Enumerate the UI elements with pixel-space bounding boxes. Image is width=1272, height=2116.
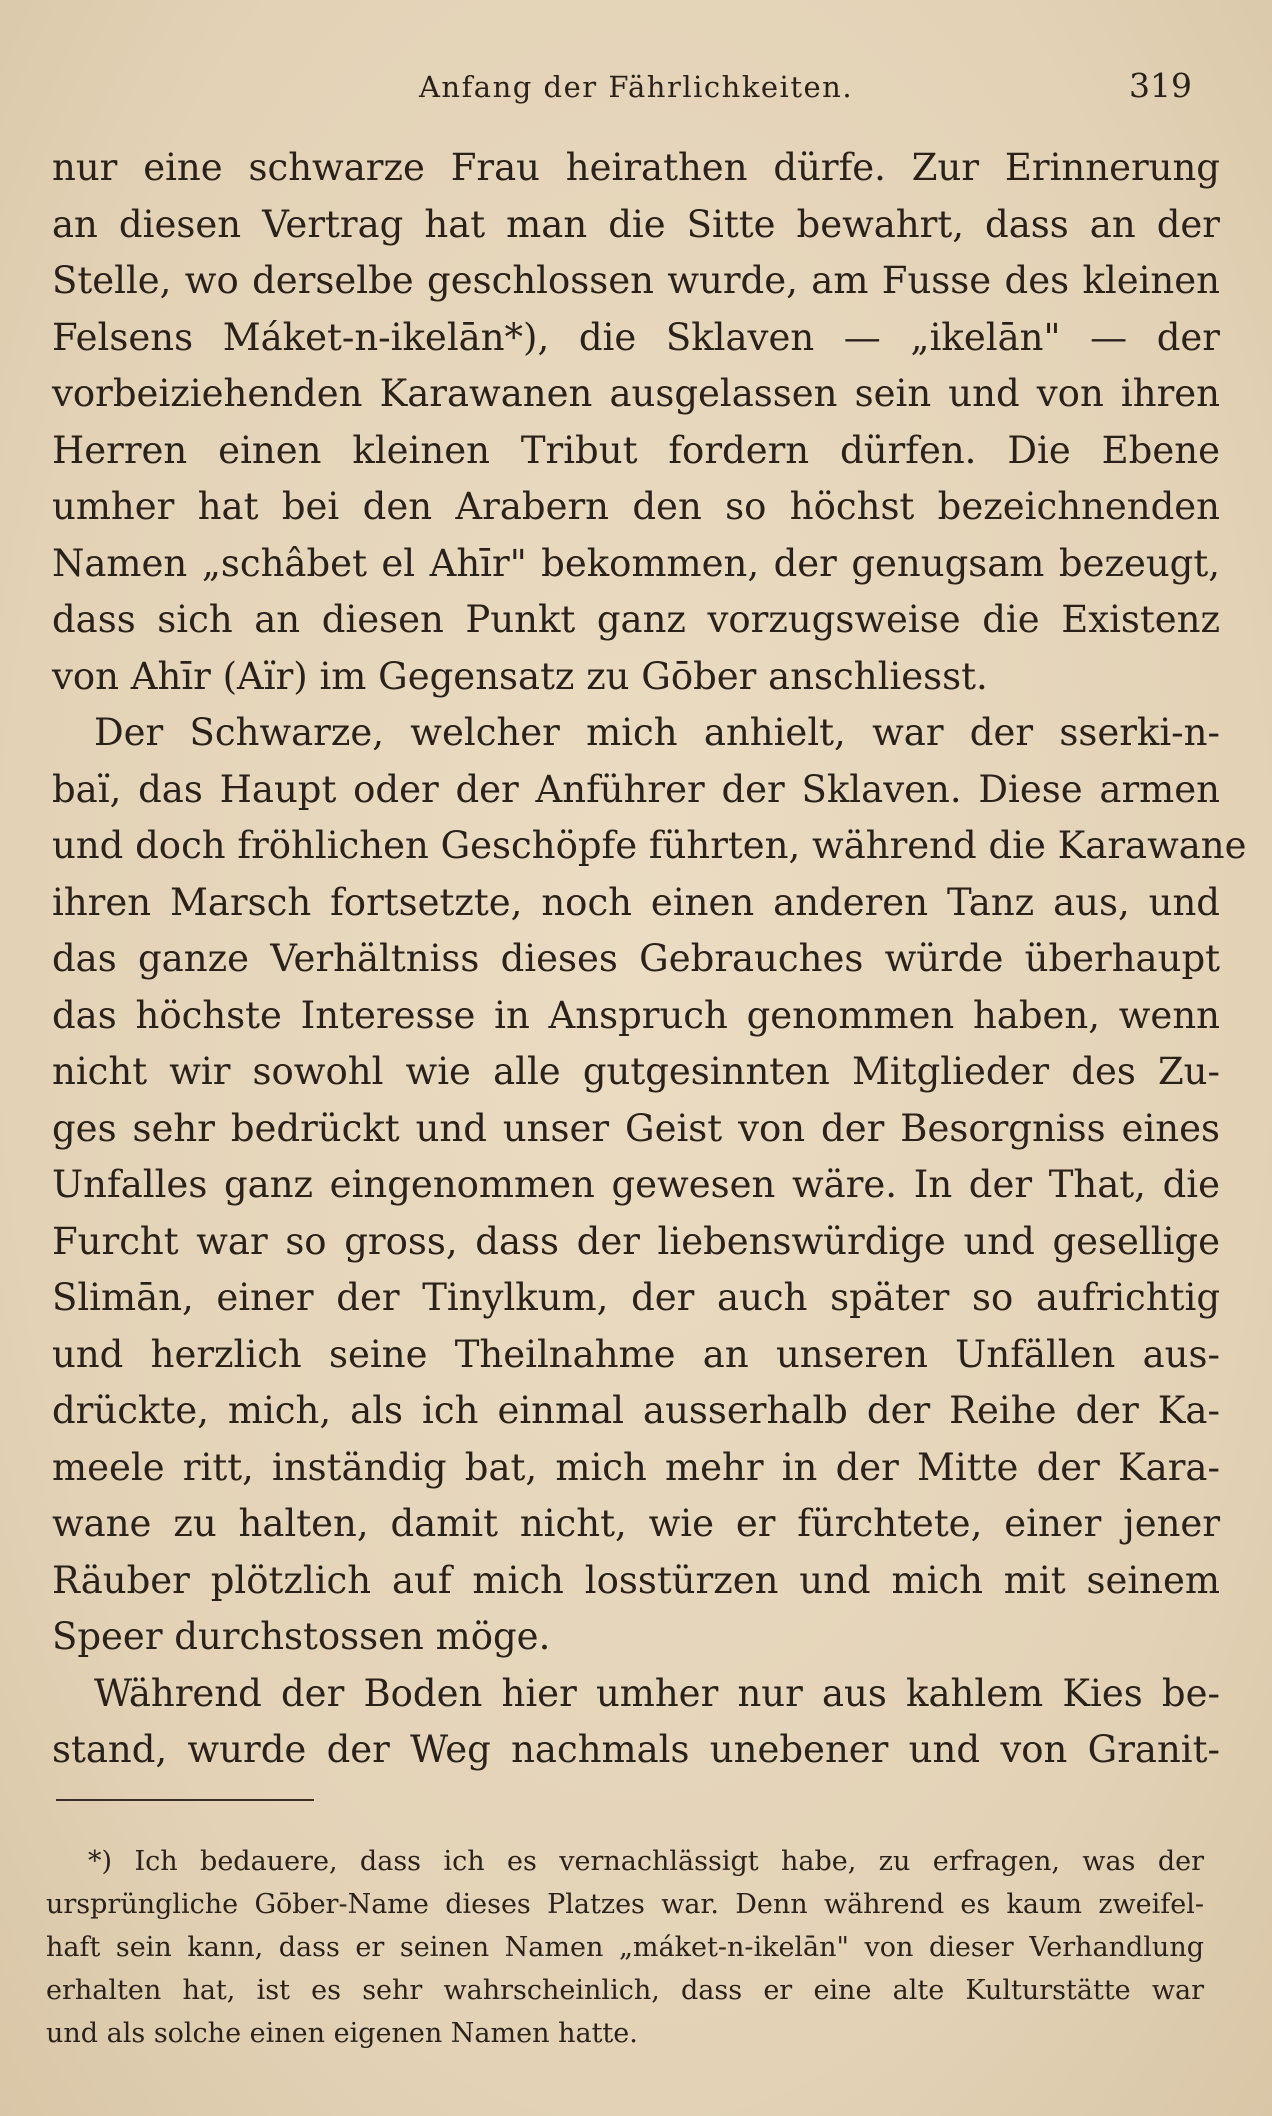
footnote-line: haft sein kann, dass er seinen Namen „máket-n-ikelān" von dieser Verhandlung <box>46 1932 1204 1963</box>
text-line: nur eine schwarze Frau heirathen dürfe. Zur Erinnerung <box>52 146 1220 189</box>
text-line: Herren einen kleinen Tribut fordern dürfen. Die Ebene <box>52 428 1220 472</box>
text-line: Felsens Máket-n-ikelān*), die Sklaven — „ikelān" — der <box>52 315 1220 359</box>
text-line: und herzlich seine Theilnahme an unseren Unfällen aus- <box>52 1332 1220 1376</box>
text-line: Furcht war so gross, dass der liebenswürdige und gesellige <box>52 1219 1220 1263</box>
footnote-line: *) Ich bedauere, dass ich es vernachlässigt habe, zu erfragen, was der <box>88 1846 1204 1877</box>
text-line: Slimān, einer der Tinylkum, der auch später so aufrichtig <box>52 1276 1220 1319</box>
text-line: Stelle, wo derselbe geschlossen wurde, am Fusse des kleinen <box>52 259 1220 302</box>
text-line: umher hat bei den Arabern den so höchst bezeichnenden <box>52 485 1220 528</box>
footnote-line: und als solche einen eigenen Namen hatte. <box>46 2018 638 2049</box>
text-line: von Ahīr (Aïr) im Gegensatz zu Gōber anschliesst. <box>52 654 988 698</box>
text-line: das höchste Interesse in Anspruch genommen haben, wenn <box>52 993 1220 1037</box>
text-line: Der Schwarze, welcher mich anhielt, war der sserki-n- <box>94 711 1220 754</box>
text-line: das ganze Verhältniss dieses Gebrauches würde überhaupt <box>52 937 1220 980</box>
page-header <box>52 66 1220 110</box>
body-text <box>52 140 1247 1779</box>
text-line: an diesen Vertrag hat man die Sitte bewahrt, dass an der <box>52 202 1220 246</box>
text-line: nicht wir sowohl wie alle gutgesinnten Mitglieder des Zu- <box>52 1050 1220 1093</box>
text-line: baï, das Haupt oder der Anführer der Sklaven. Diese armen <box>52 767 1220 811</box>
text-line: drückte, mich, als ich einmal ausserhalb der Reihe der Ka- <box>52 1389 1220 1432</box>
text-line: Unfalles ganz eingenommen gewesen wäre. In der That, die <box>52 1163 1220 1206</box>
footnote <box>46 1840 1204 2055</box>
text-line: wane zu halten, damit nicht, wie er fürchtete, einer jener <box>52 1502 1220 1545</box>
text-line: ihren Marsch fortsetzte, noch einen anderen Tanz aus, und <box>52 880 1220 924</box>
text-line: Während der Boden hier umher nur aus kahlem Kies be- <box>94 1671 1220 1715</box>
footnote-divider <box>56 1799 314 1801</box>
text-line: ges sehr bedrückt und unser Geist von der Besorgniss eines <box>52 1106 1220 1150</box>
text-line: dass sich an diesen Punkt ganz vorzugsweise die Existenz <box>52 598 1220 641</box>
text-line: und doch fröhlichen Geschöpfe führten, während die Karawane <box>52 824 1247 867</box>
text-line: Speer durchstossen möge. <box>52 1615 551 1658</box>
running-head: Anfang der Fährlichkeiten. <box>418 70 854 104</box>
page-number: 319 <box>1129 66 1192 105</box>
footnote-line: erhalten hat, ist es sehr wahrscheinlich, dass er eine alte Kulturstätte war <box>46 1975 1204 2006</box>
text-line: Namen „schâbet el Ahīr" bekommen, der genugsam bezeugt, <box>52 541 1220 585</box>
text-line: vorbeiziehenden Karawanen ausgelassen sein und von ihren <box>52 372 1220 415</box>
text-line: Räuber plötzlich auf mich losstürzen und mich mit seinem <box>52 1558 1220 1602</box>
footnote-line: ursprüngliche Gōber-Name dieses Platzes war. Denn während es kaum zweifel- <box>46 1889 1204 1920</box>
text-line: stand, wurde der Weg nachmals unebener und von Granit- <box>52 1728 1220 1771</box>
text-line: meele ritt, inständig bat, mich mehr in der Mitte der Kara- <box>52 1445 1220 1489</box>
